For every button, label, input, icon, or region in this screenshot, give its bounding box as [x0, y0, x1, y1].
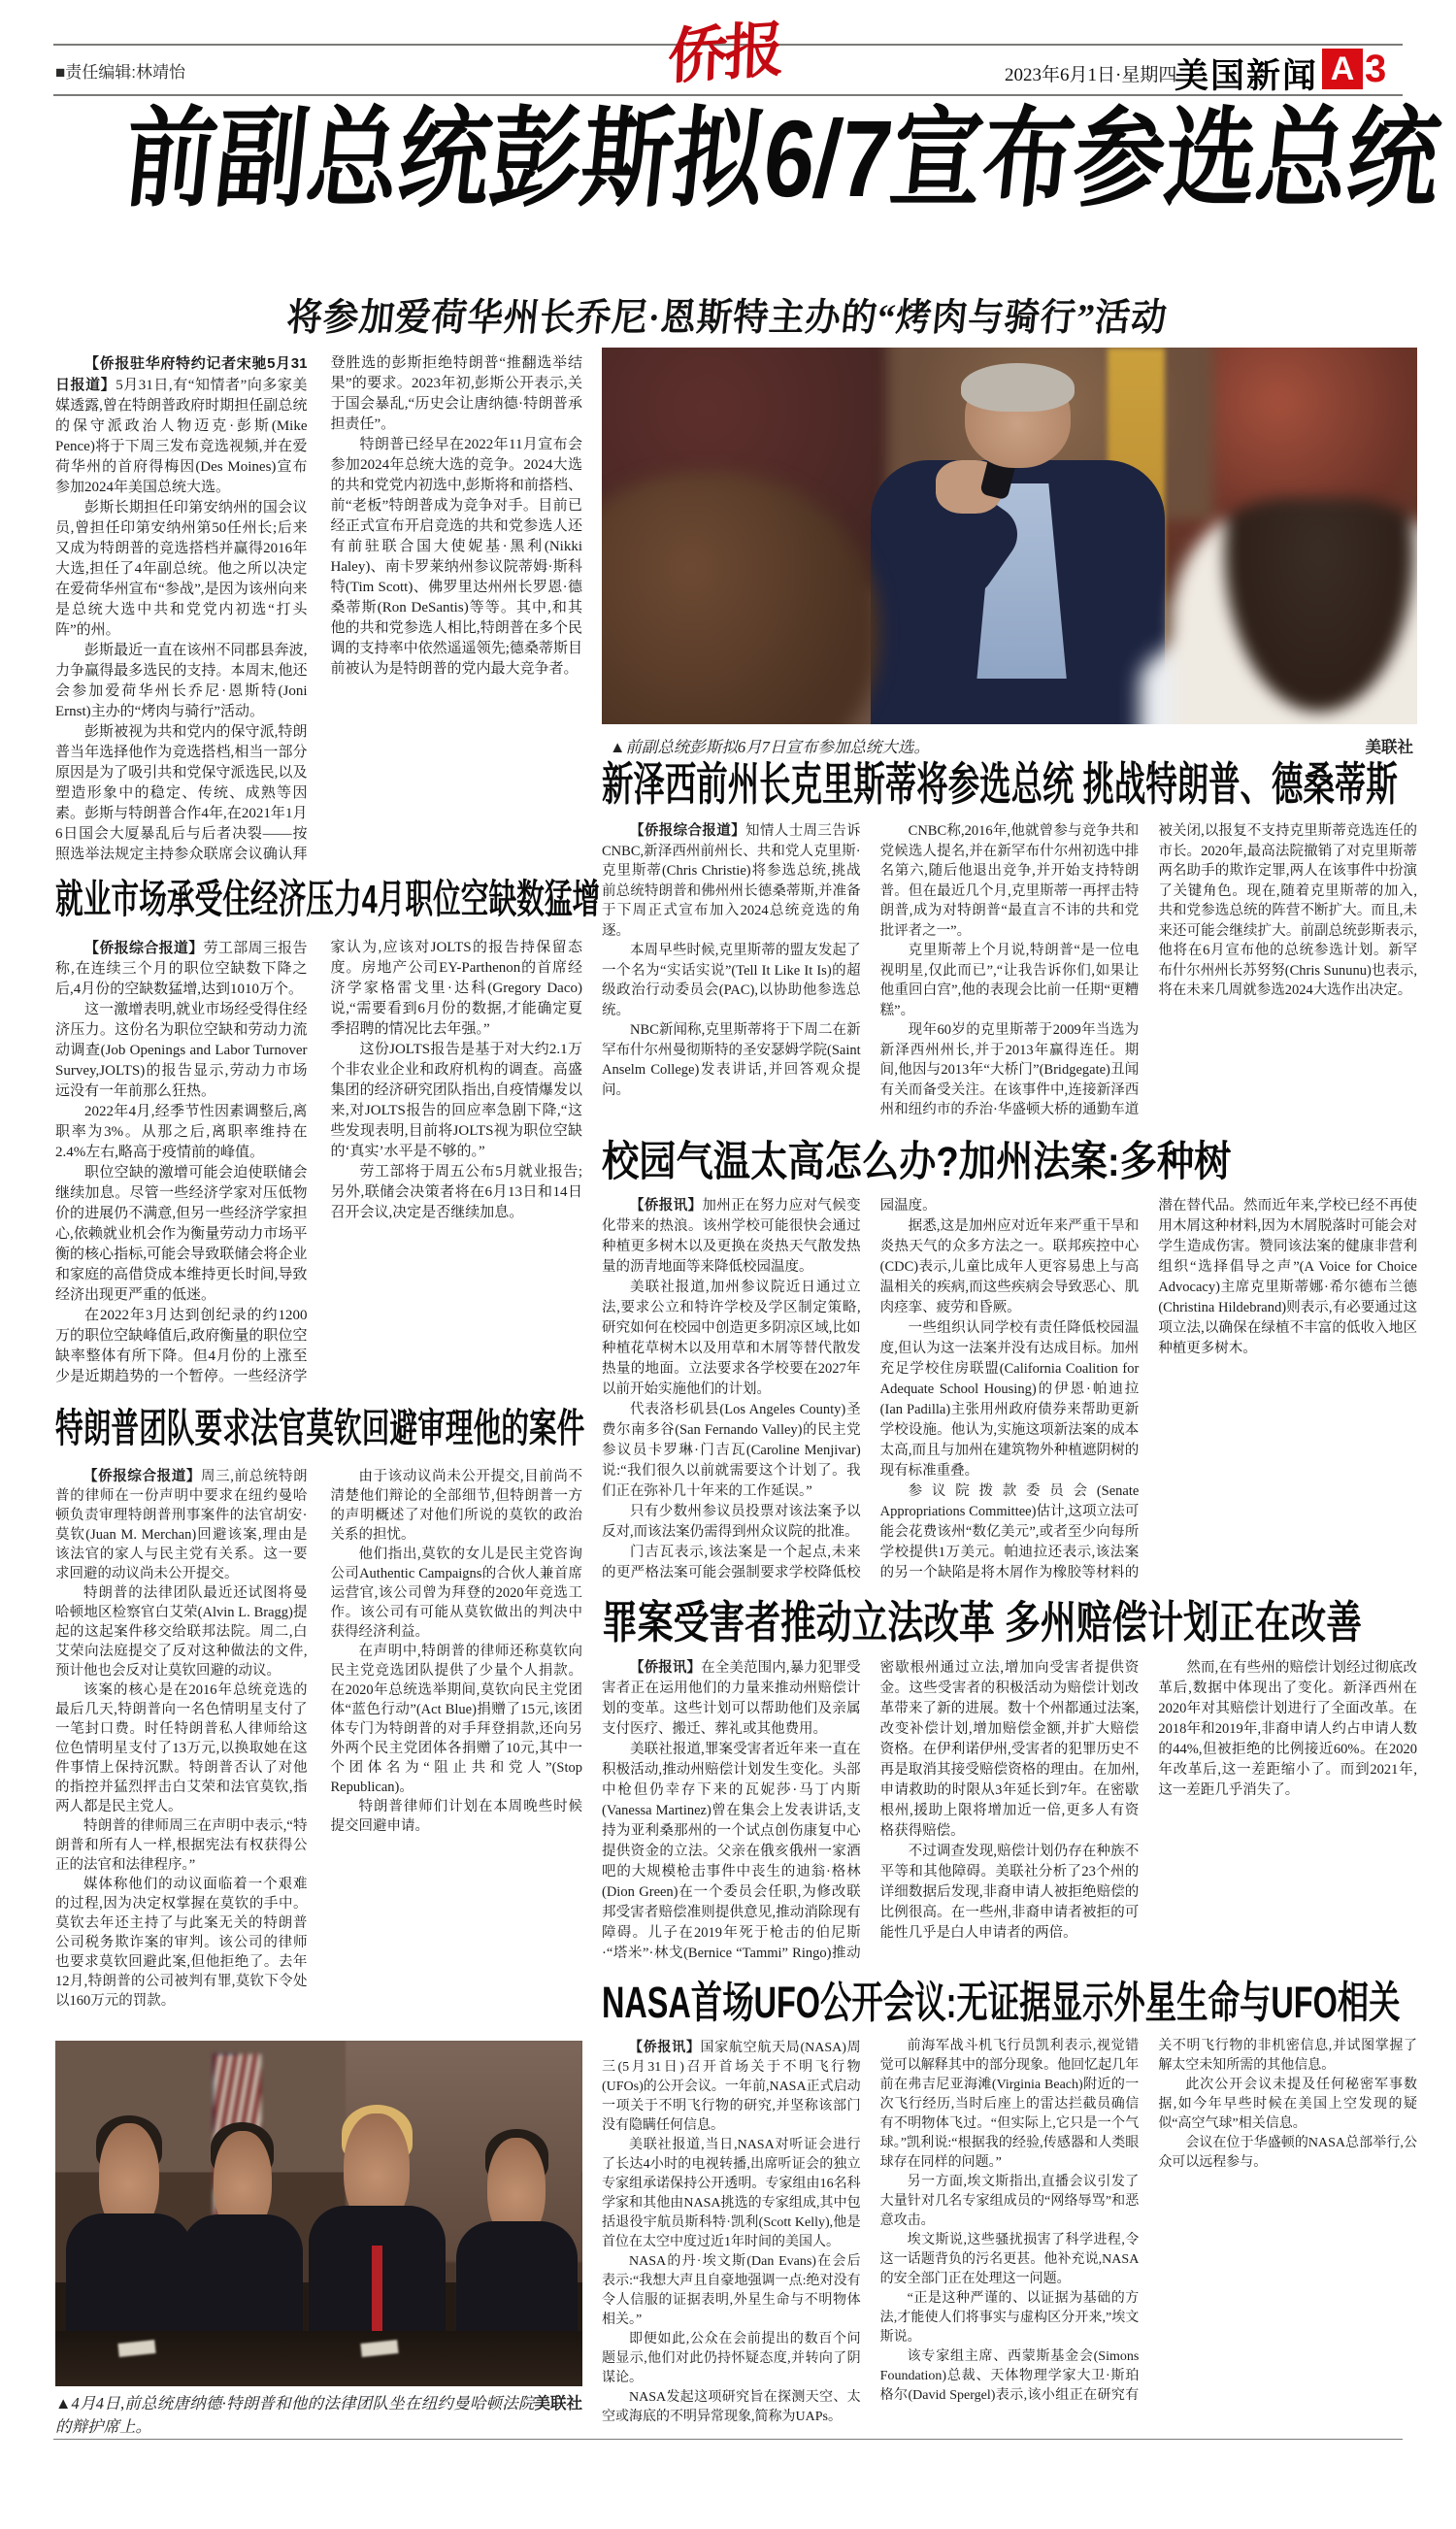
article-paragraph: 【侨报讯】在全美范围内,暴力犯罪受害者正在运用他们的力量来推动州赔偿计划的变革。这些计划可以帮助他们及亲属支付医疗、搬迁、葬礼或其他费用。 [602, 1660, 861, 1737]
lead-headline-row [0, 98, 1456, 219]
article-paragraph: 门吉瓦表示,该法案是一个起点,未来的更严格法案可能会强制要求学校降低校园温度。 [602, 1198, 937, 1581]
article-paragraph: 这份JOLTS报告是基于对大约2.1万个非农业企业和政府机构的调查。高盛集团的经济研究团队指出,自疫情爆发以来,对JOLTS报告的回应率急剧下降,“这些发现表明,目前将JOLTS视为职位空缺的‘真实’水平是不够的。” [330, 1042, 582, 1159]
article-paragraph: 该专家组主席、西蒙斯基金会(Simons Foundation)总裁、天体物理学家大卫·斯珀格尔(David Spergel)表示,该小组正在研究有关不明飞行物的非机密信息,并试图掌握了解太空未知所需的其他信息。 [879, 2039, 1417, 2403]
editor-credit: ■责任编辑:林靖怡 [55, 63, 185, 82]
jobs-headline: 就业市场承受住经济压力4月职位空缺数猛增 [55, 877, 601, 921]
article-paragraph: 特朗普律师们计划在本周晚些时候提交回避申请。 [330, 1799, 582, 1834]
lead-headline: 前副总统彭斯拟6/7宣布参选总统 [118, 98, 1446, 219]
article-paragraph: 参议院拨款委员会(Senate Appropriations Committee)估计,这项立法可能会花费该州“数亿美元”,或者至少向每所学校提供1万美元。帕迪拉还表示,该法案的另一个缺陷是将木屑作为橡胶等材料的潜在替代品。然而近年来,学校已经不再使用木屑这种材料,因为木屑脱落时可能会对学生造成伤害。赞同该法案的健康非营利组织“选择倡导之声”(A Voice for Choice Advocacy)主席克里斯蒂娜·希尔德布兰德(Christina Hildebrand)则表示,有必要通过这项立法,以确保在绿植不丰富的低收入地区种植更多树木。 [879, 1198, 1417, 1581]
article-paragraph: 【侨报综合报道】知情人士周三告诉CNBC,新泽西州前州长、共和党人克里斯·克里斯蒂(Chris Christie)将参选总统,挑战前总统特朗普和佛州州长德桑蒂斯,并准备于下周正式宣布加入2024总统竞选的角逐。 [602, 823, 861, 939]
figure-suit [182, 2214, 303, 2331]
article-paragraph: 劳工部将于周五公布5月就业报告;另外,联储会决策者将在6月13日和14日召开会议,决定是否继续加息。 [330, 1164, 582, 1220]
article-paragraph: 克里斯蒂上个月说,特朗普“是一位电视明星,仅此而已”,“让我告诉你们,如果让他重回白宫”,他的表现会比前一任期“更糟糕”。 [879, 943, 1140, 1018]
jobs-article-body [55, 938, 582, 1404]
lawyer-figure-1 [66, 2123, 192, 2338]
trump-figure [309, 2113, 446, 2335]
page-number: 3 [1365, 48, 1387, 90]
newspaper-logo: 侨报 [666, 13, 782, 93]
victims-headline: 罪案受害者推动立法改革 多州赔偿计划正在改善 [602, 1597, 1363, 1647]
article-paragraph: 一些组织认同学校有责任降低校园温度,但认为这一法案并没有达成目标。加州充足学校住房联盟(California Coalition for Adequate School Housing)的伊恩·帕迪拉(Ian Padilla)主张用州政府债券来帮助更新学校设施。他认为,实施这项新法案的成本太高,而且与加州在建筑物外种植遮阴树的现有标准重叠。 [879, 1320, 1140, 1479]
article-paragraph: 另一方面,埃文斯指出,直播会议引发了大量针对几名专家组成员的“网络辱骂”和恶意攻击。 [879, 2175, 1140, 2228]
lead-subheadline: 将参加爱荷华州长乔尼·恩斯特主办的“烤肉与骑行”活动 [285, 297, 1171, 339]
judge-article-body [55, 1467, 582, 2034]
article-paragraph: 媒体称他们的动议面临着一个艰难的过程,因为决定权掌握在莫钦的手中。莫钦去年还主持了与此案无关的特朗普公司税务欺诈案的审判。该公司的律师也要求莫钦回避此案,但他拒绝了。去年12月,特朗普的公司被判有罪,莫钦下令处以160万元的罚款。 [55, 1877, 308, 2009]
article-paragraph: 美联社报道,加州参议院近日通过立法,要求公立和特许学校及学区制定策略,研究如何在校园中创造更多阴凉区域,比如种植花草树木以及用草和木屑等替代散发热量的地面。立法要求各学校要在2027年以前开始实施他们的计划。 [602, 1280, 861, 1397]
article-paragraph: 此次公开会议未提及任何秘密军事数据,如今年早些时候在美国上空发现的疑似“高空气球”相关信息。 [1158, 2078, 1417, 2131]
article-paragraph: NBC新闻称,克里斯蒂将于下周二在新罕布什尔州曼彻斯特的圣安瑟姆学院(Saint Anselm College)发表讲话,并回答观众提问。 [602, 1022, 861, 1098]
article-paragraph: “正是这种严谨的、以证据为基础的方法,才能使人们将事实与虚构区分开来,”埃文斯说。 [879, 2291, 1140, 2345]
article-paragraph: 会议在位于华盛顿的NASA总部举行,公众可以远程参与。 [1158, 2136, 1417, 2170]
defense-table [55, 2331, 582, 2386]
article-paragraph: 现年60岁的克里斯蒂于2009年当选为新泽西州州长,并于2013年赢得连任。期间,他因与2013年“大桥门”(Bridgegate)丑闻有关而备受关注。在该事件中,连接新泽西州和纽约市的乔治·华盛顿大桥的通勤车道被关闭,以报复不支持克里斯蒂竞选连任的市长。2020年,最高法院撤销了对克里斯蒂两名助手的欺诈定罪,两人在该事件中扮演了关键角色。现在,随着克里斯蒂的加入,共和党参选总统的阵营不断扩大。而且,未来还可能会继续扩大。前副总统彭斯表示,他将在6月宣布他的总统参选计划。新罕布什尔州州长苏努努(Chris Sununu)也表示,将在未来几周就参选2024大选作出决定。 [879, 823, 1417, 1117]
schools-article [602, 1139, 1417, 1185]
victims-article [602, 1597, 1417, 1647]
jobs-article [55, 877, 601, 921]
lawyer-figure-2 [182, 2131, 303, 2331]
page-number-badge [1322, 49, 1386, 89]
article-paragraph: 【侨报讯】国家航空航天局(NASA)周三(5月31日)召开首场关于不明飞行物(UFOs)的公开会议。一年前,NASA正式启动一项关于不明飞行物的研究,并坚称该部门没有隐瞒任何信息。 [602, 2039, 861, 2133]
trump-courtroom-photo [55, 2041, 582, 2386]
page-letter: A [1322, 49, 1363, 89]
schools-headline: 校园气温太高怎么办?加州法案:多种树 [602, 1139, 1232, 1185]
foreground-head-right [1173, 498, 1417, 724]
article-paragraph: 本周早些时候,克里斯蒂的盟友发起了一个名为“实话实说”(Tell It Like It Is)的超级政治行动委员会(PAC),以协助他参选总统。 [602, 943, 861, 1018]
pence-photo [602, 348, 1417, 724]
article-paragraph: 美联社报道,当日,NASA对听证会进行了长达4小时的电视转播,出席听证会的独立专家组承诺保持公开透明。专家组由16名科学家和其他由NASA挑选的专家组成,其中包括退役宇航员斯科特·凯利(Scott Kelly),他是首位在太空中度过近1年时间的美国人。 [602, 2138, 861, 2249]
figure-suit [456, 2221, 578, 2338]
section-name: 美国新闻 [1175, 57, 1319, 95]
article-paragraph: 他们指出,莫钦的女儿是民主党咨询公司Authentic Campaigns的合伙人兼首席运营官,该公司曾为拜登的2020年竞选工作。该公司有可能从莫钦做出的判决中获得经济利益。 [330, 1547, 582, 1640]
article-paragraph: 彭斯长期担任印第安纳州的国会议员,曾担任印第安纳州第50任州长;后来又成为特朗普的竞选搭档并赢得2016年大选,担任了4年副总统。他之所以决定在爱荷华州宣布“参战”,是因为该州向来是总统大选中共和党党内初选“打头阵”的州。 [55, 500, 308, 638]
article-paragraph: 据悉,这是加州应对近年来严重干旱和炎热天气的众多方法之一。联邦疾控中心(CDC)表示,儿童比成年人更容易患上与高温相关的疾病,而这些疾病会导致恶心、肌肉痉挛、疲劳和昏厥。 [879, 1218, 1140, 1315]
article-paragraph: 代表洛杉矶县(Los Angeles County)圣费尔南多谷(San Fernando Valley)的民主党参议员卡罗琳·门吉瓦(Caroline Menjivar)说:“我们很久以前就需要这个计划了。我们正在弥补几十年来的工作延误。” [602, 1402, 861, 1499]
trump-photo-caption [55, 2390, 582, 2437]
article-paragraph: 职位空缺的激增可能会迫使联储会继续加息。尽管一些经济学家对压低物价的进展仍不满意,但另一些经济学家担心,依赖就业机会作为衡量劳动力市场平衡的核心指标,可能会导致联储会将企业和家庭的高借贷成本维持更长时间,导致经济出现更严重的低迷。 [55, 1165, 308, 1303]
figure-suit [66, 2213, 192, 2338]
lawyer-figure-3 [456, 2138, 578, 2338]
article-paragraph: 在2022年3月达到创纪录的约1200万的职位空缺峰值后,政府衡量的职位空缺率整体有所下降。但4月份的上涨至少是近期趋势的一个暂停。一些经济学家认为,应该对JOLTS的报告持保留态度。房地产公司EY-Parthenon的首席经济学家格雷戈里·达科(Gregory Daco)说,“需要看到6月份的数据,才能确定夏季招聘的情况比去年强。” [55, 940, 582, 1384]
pence-hair [961, 363, 1075, 412]
article-paragraph: 美联社报道,罪案受害者近年来一直在积极活动,推动州赔偿计划发生变化。头部中枪但仍幸存下来的瓦妮莎·马丁内斯(Vanessa Martinez)曾在集会上发表讲话,支持为亚利桑那州的一个试点创伤康复中心提供资金的立法。父亲在俄亥俄州一家酒吧的大规模枪击事件中丧生的迪翁·格林(Dion Green)在一个委员会任职,为修改联邦受害者赔偿准则提供意见,推动消除现有障碍。儿子在2019年死于枪击的伯尼斯·“塔米”·林戈(Bernice “Tammi” Ringo)推动密歇根州通过立法,增加向受害者提供资金。这些受害者的积极活动为赔偿计划改革带来了新的进展。数十个州都通过法案,改变补偿计划,增加赔偿金额,并扩大赔偿资格。在伊利诺伊州,受害者的犯罪历史不再是取消其接受赔偿资格的理由。在加州,申请救助的时限从3年延长到7年。在密歇根州,援助上限将增加近一倍,更多人有资格获得赔偿。 [602, 1660, 1140, 1961]
article-paragraph: 【侨报驻华府特约记者宋驰5月31日报道】5月31日,有“知情者”向多家美媒透露,曾在特朗普政府时期担任副总统的保守派政治人物迈克·彭斯(Mike Pence)将于下周三发布竞选视频,并在爱荷华州的首府得梅因(Des Moines)宣布参加2024年美国总统大选。 [55, 355, 308, 495]
judge-article [55, 1406, 585, 1450]
article-paragraph: 【侨报讯】加州正在努力应对气候变化带来的热浪。该州学校可能很快会通过种植更多树木以及更换在炎热天气散发热量的沥青地面等来降低校园温度。 [602, 1198, 861, 1275]
article-paragraph: 彭斯最近一直在该州不同郡县奔波,力争赢得最多选民的支持。本周末,他还会参加爱荷华州长乔尼·恩斯特(Joni Ernst)主办的“烤肉与骑行”活动。 [55, 643, 308, 719]
lead-subheadline-row [0, 287, 1456, 342]
page-bottom-rule [53, 2439, 1403, 2440]
trump-caption-text: ▲4月4日,前总统唐纳德·特朗普和他的法律团队坐在纽约曼哈顿法院的辩护席上。 [55, 2394, 535, 2436]
article-paragraph: 这一激增表明,就业市场经受得住经济压力。这份名为职位空缺和劳动力流动调查(Job Openings and Labor Turnover Survey,JOLTS)的报告显示,劳动力市场远没有一年前那么狂热。 [55, 1002, 308, 1099]
article-paragraph: 埃文斯说,这些骚扰损害了科学进程,令这一话题背负的污名更甚。他补充说,NASA的安全部门正在处理这一问题。 [879, 2233, 1140, 2286]
trump-tie [372, 2246, 382, 2334]
pence-caption-text: ▲前副总统彭斯拟6月7日宣布参加总统大选。 [610, 738, 930, 756]
article-paragraph: 【侨报综合报道】劳工部周三报告称,在连续三个月的职位空缺数下降之后,4月份的空缺数猛增,达到1010万个。 [55, 940, 308, 997]
article-paragraph: NASA的丹·埃文斯(Dan Evans)在会后表示:“我想大声且自豪地强调一点:绝对没有令人信服的证据表明,外星生命与不明物体相关。” [602, 2254, 861, 2327]
article-paragraph: 即便如此,公众在会前提出的数百个问题显示,他们对此仍持怀疑态度,并转向了阴谋论。 [602, 2332, 861, 2385]
christie-article-body [602, 821, 1417, 1122]
judge-headline: 特朗普团队要求法官莫钦回避审理他的案件 [55, 1406, 585, 1450]
schools-article-body [602, 1196, 1417, 1584]
nasa-headline: NASA首场UFO公开会议:无证据显示外星生命与UFO相关 [602, 1978, 1401, 2027]
article-paragraph: 然而,在有些州的赔偿计划经过彻底改革后,数据中体现出了变化。新泽西州在2020年对其赔偿计划进行了全面改革。在2018年和2019年,非裔申请人约占申请人数的44%,但被拒绝的比例接近60%。在2020年改革后,这一差距缩小了。而到2021年,这一差距几乎消失了。 [1158, 1660, 1417, 1798]
article-paragraph: CNBC称,2016年,他就曾参与竞争共和党候选人提名,并在新罕布什尔州初选中排名第六,随后他退出竞争,并开始支持特朗普。但在最近几个月,克里斯蒂一再抨击特朗普,成为对特朗普“最直言不讳的共和党批评者之一”。 [879, 823, 1140, 939]
article-paragraph: 彭斯被视为共和党内的保守派,特朗普当年选择他作为竞选搭档,相当一部分原因是为了吸引共和党保守派选民,以及塑造形象中的稳定、传统、成熟等因素。彭斯与特朗普合作4年,在2021年1月6日国会大厦暴乱后与后者决裂——按照选举法规定主持参众联席会议确认拜登胜选的彭斯拒绝特朗普“推翻选举结果”的要求。2023年初,彭斯公开表示,关于国会暴乱,“历史会让唐纳德·特朗普承担责任”。 [55, 355, 582, 862]
victims-article-body [602, 1658, 1417, 1973]
article-paragraph: 只有少数州参议员投票对该法案予以反对,而该法案仍需得到州众议院的批准。 [602, 1504, 861, 1540]
article-paragraph: 特朗普的律师周三在声明中表示,“特朗普和所有人一样,根据宪法有权获得公正的法官和法律程序。” [55, 1818, 308, 1873]
article-paragraph: 2022年4月,经季节性因素调整后,离职率为3%。从那之后,离职率维持在2.4%左右,略高于疫情前的峰值。 [55, 1104, 308, 1160]
article-paragraph: 由于该动议尚未公开提交,目前尚不清楚他们辩论的全部细节,但特朗普一方的声明概述了对他们所说的莫钦的政治关系的担忧。 [330, 1469, 582, 1543]
date-line: 2023年6月1日·星期四 [1005, 65, 1177, 85]
article-paragraph: 不过调查发现,赔偿计划仍存在种族不平等和其他障碍。美联社分析了23个州的详细数据后发现,非裔申请人被拒绝赔偿的比例很高。在一些州,非裔申请者被拒的可能性几乎是白人申请者的两倍。 [879, 1844, 1140, 1941]
article-paragraph: NASA发起这项研究旨在探测天空、太空或海底的不明异常现象,简称为UAPs。 [602, 2390, 861, 2424]
pence-photo-caption [610, 734, 1413, 757]
article-paragraph: 前海军战斗机飞行员凯利表示,视觉错觉可以解释其中的部分现象。他回忆起几年前在弗吉尼亚海滩(Virginia Beach)附近的一次飞行经历,当时后座上的雷达拦截员确信有不明物体飞过。“但实际上,它只是一个气球。”凯利说:“根据我的经验,传感器和人类眼球存在同样的问题。” [879, 2039, 1140, 2170]
article-paragraph: 该案的核心是在2016年总统竞选的最后几天,特朗普向一名色情明星支付了一笔封口费。时任特朗普私人律师给这位色情明星支付了13万元,以换取她在这件事情上保持沉默。特朗普否认了对他的指控并猛烈抨击白艾荣和法官莫钦,指两人都是民主党人。 [55, 1682, 308, 1814]
lead-story-body [55, 353, 582, 878]
christie-article [602, 758, 1417, 810]
pence-photo-credit: 美联社 [1365, 739, 1413, 756]
article-paragraph: 特朗普已经早在2022年11月宣布会参加2024年总统大选的竞争。2024大选的共和党党内初选中,彭斯将和前搭档、前“老板”特朗普成为竞争对手。目前已经正式宣布开启竞选的共和党参选人还有前驻联合国大使妮基·黑利(Nikki Haley)、南卡罗莱纳州参议院蒂姆·斯科特(Tim Scott)、佛罗里达州州长罗恩·德桑蒂斯(Ron DeSantis)等等。其中,和其他的共和党参选人相比,特朗普在多个民调的支持率中依然遥遥领先;德桑蒂斯目前被认为是特朗普的党内最大竞争者。 [330, 437, 582, 677]
nasa-article [602, 1978, 1417, 2027]
article-paragraph: 【侨报综合报道】周三,前总统特朗普的律师在一份声明中要求在纽约曼哈顿负责审理特朗普刑事案件的法官胡安·莫钦(Juan M. Merchan)回避该案,理由是该法官的家人与民主党有关系。这一要求回避的动议尚未公开提交。 [55, 1469, 308, 1581]
article-paragraph: 特朗普的法律团队最近还试图将曼哈顿地区检察官白艾荣(Alvin L. Bragg)提起的这起案件移交给联邦法院。周二,白艾荣向法庭提交了反对这种做法的文件,预计他也会反对让莫钦回避的动议。 [55, 1585, 308, 1679]
article-paragraph: 在声明中,特朗普的律师还称莫钦向民主党竞选团队提供了少量个人捐款。在2020年总统选举期间,莫钦向民主党团体“蓝色行动”(Act Blue)捐赠了15元,该团体专门为特朗普的对手拜登捐款,还向另外两个民主党团体各捐赠了10元,其中一个团体名为“阻止共和党人”(Stop Republican)。 [330, 1644, 582, 1795]
christie-headline: 新泽西前州长克里斯蒂将参选总统 挑战特朗普、德桑蒂斯 [602, 758, 1398, 810]
trump-photo-credit: 美联社 [534, 2395, 582, 2413]
nasa-article-body [602, 2037, 1417, 2429]
